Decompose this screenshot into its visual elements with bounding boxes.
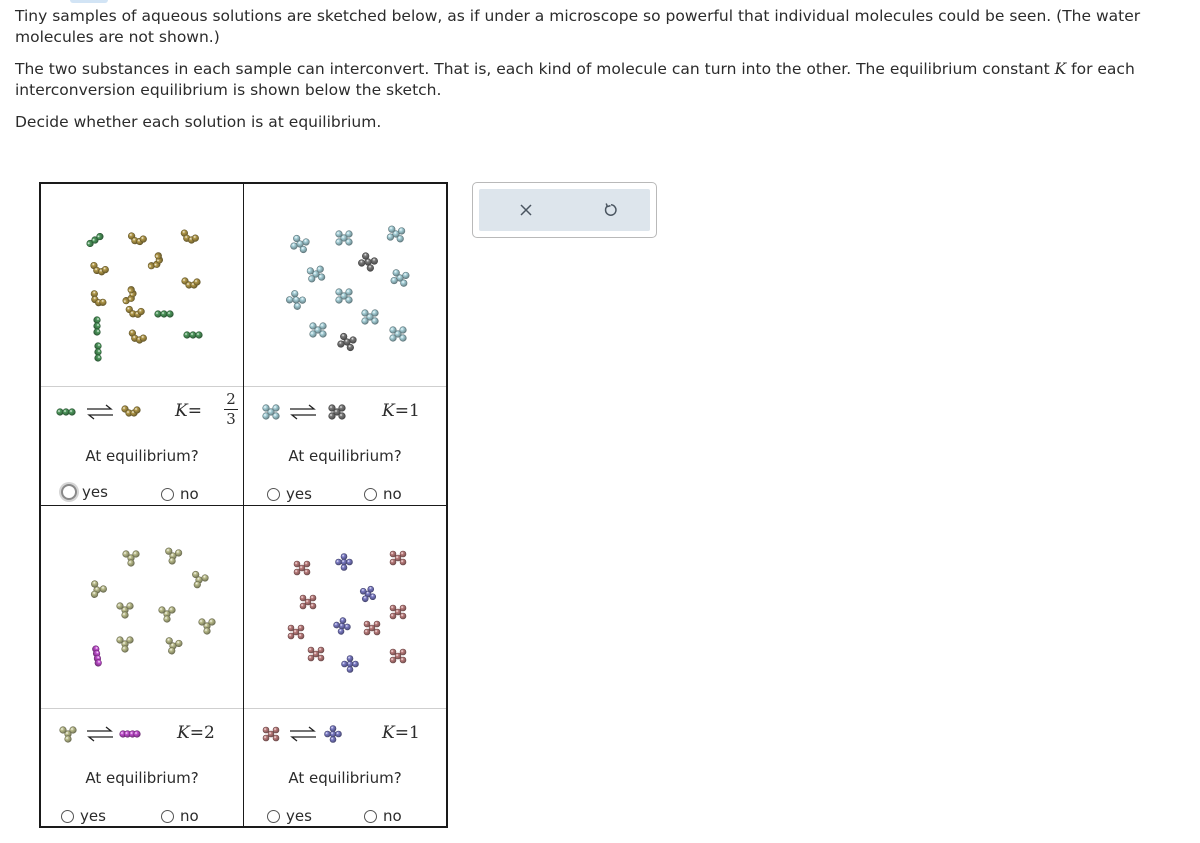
molecule [387, 225, 406, 242]
molecule [127, 329, 148, 345]
k-label: K [177, 723, 190, 743]
molecule [155, 311, 174, 318]
radio-yes-sample-4[interactable] [267, 807, 312, 825]
reactant-molecule-icon [258, 722, 284, 746]
molecule [336, 289, 353, 304]
molecule [364, 621, 380, 635]
intro-paragraph-2 [15, 59, 1183, 100]
k-equals: = [189, 723, 204, 743]
radio-circle[interactable] [161, 810, 174, 823]
molecule [95, 343, 102, 362]
molecule [285, 289, 307, 311]
molecule [159, 607, 176, 623]
k-denominator: 3 [226, 410, 236, 428]
k-expression [177, 723, 215, 743]
intro-p2-start: The two substances in each sample can interconvert. That is, each kind of molecule can turn into the other. The equilibrium constant [15, 60, 1055, 78]
molecule [362, 310, 379, 325]
molecule [390, 605, 406, 619]
radio-yes-sample-3[interactable] [61, 807, 106, 825]
radio-yes-sample-1[interactable] [61, 483, 108, 501]
k-expression [382, 723, 420, 743]
molecule [310, 323, 327, 338]
molecule [199, 619, 216, 635]
product-molecule-icon [117, 723, 143, 745]
molecule [123, 551, 140, 567]
radio-circle[interactable] [267, 810, 280, 823]
k-equals: = [394, 723, 409, 743]
molecule [127, 232, 147, 246]
molecule [94, 317, 101, 336]
radio-circle[interactable] [61, 484, 77, 500]
molecule [263, 727, 279, 741]
molecule [390, 269, 410, 287]
equilibrium-question: At equilibrium? [85, 447, 199, 465]
radio-label: no [383, 485, 402, 503]
k-value: 2 [203, 723, 215, 743]
molecule [329, 405, 346, 420]
molecule [120, 731, 141, 738]
sample-sketch-2 [244, 184, 446, 386]
radio-no-sample-3[interactable] [161, 807, 199, 825]
sample-cell-2 [244, 184, 446, 505]
molecule [57, 409, 76, 416]
k-label: K [382, 401, 395, 421]
radio-label: no [383, 807, 402, 825]
sample-cell-3 [41, 506, 243, 827]
k-expression [382, 401, 420, 421]
k-equals: = [187, 401, 202, 421]
k-symbol: K [1054, 60, 1067, 78]
answer-toolbar [472, 182, 657, 238]
reactant-molecule-icon [55, 723, 81, 745]
reset-button[interactable] [599, 198, 623, 222]
radio-circle[interactable] [61, 810, 74, 823]
k-label: K [175, 401, 188, 421]
radio-circle[interactable] [267, 488, 280, 501]
equilibrium-question: At equilibrium? [85, 769, 199, 787]
radio-label: yes [286, 485, 312, 503]
radio-circle[interactable] [161, 488, 174, 501]
molecule [184, 332, 203, 339]
molecule [336, 554, 353, 571]
sample-sketch-3 [41, 506, 243, 708]
molecule [290, 234, 311, 253]
molecule [188, 570, 209, 590]
molecule [122, 406, 141, 417]
molecule [356, 582, 379, 605]
molecule [117, 637, 134, 653]
k-expression [175, 401, 202, 421]
k-value: 1 [408, 401, 420, 421]
molecule [288, 625, 304, 639]
molecule [87, 289, 108, 309]
intro-paragraph-1: Tiny samples of aqueous solutions are sketched below, as if under a microscope so powerful that individual molecules could be seen. (The water molecules are not shown.) [15, 7, 1141, 46]
molecule [117, 603, 134, 619]
k-numerator: 2 [226, 390, 236, 408]
intro-p2-end: for each interconversion equilibrium is shown below the sketch. [15, 60, 1135, 99]
radio-no-sample-4[interactable] [364, 807, 402, 825]
sample-sketch-4 [244, 506, 446, 708]
molecule [163, 547, 182, 565]
intro-paragraph-3: Decide whether each solution is at equilibrium. [15, 113, 382, 131]
molecule [147, 251, 165, 272]
molecule [89, 262, 110, 277]
molecule [179, 229, 200, 245]
product-molecule-icon [119, 401, 143, 423]
radio-label: yes [286, 807, 312, 825]
molecule [300, 595, 316, 609]
molecule [336, 231, 353, 246]
molecule [294, 561, 310, 575]
equilibrium-question: At equilibrium? [288, 447, 402, 465]
radio-label: yes [82, 483, 108, 501]
radio-label: no [180, 807, 199, 825]
molecule [92, 645, 102, 666]
product-molecule-icon [320, 722, 346, 746]
molecule [332, 616, 352, 636]
molecule [125, 306, 144, 318]
k-label: K [382, 723, 395, 743]
radio-yes-sample-2[interactable] [267, 485, 312, 503]
equilibrium-row-2 [244, 387, 446, 439]
equilibrium-arrows-icon [85, 401, 115, 423]
molecule [337, 332, 358, 351]
radio-circle[interactable] [364, 488, 377, 501]
radio-no-sample-2[interactable] [364, 485, 402, 503]
molecule [122, 285, 138, 306]
molecule [263, 405, 280, 420]
equilibrium-question: At equilibrium? [288, 769, 402, 787]
radio-circle[interactable] [364, 810, 377, 823]
reactant-molecule-icon [256, 401, 286, 423]
close-x-icon [519, 203, 533, 217]
sample-sketch-1 [41, 184, 243, 386]
sample-cell-1 [41, 184, 243, 505]
molecule [86, 580, 108, 602]
instructions [15, 6, 1183, 145]
molecule [163, 637, 183, 656]
toolbar-inner [479, 189, 650, 231]
undo-icon [603, 202, 619, 218]
molecule [85, 232, 104, 248]
molecule [390, 649, 406, 663]
molecule [357, 252, 379, 273]
k-equals: = [394, 401, 409, 421]
equilibrium-arrows-icon [85, 723, 115, 745]
molecule [390, 551, 406, 565]
radio-label: yes [80, 807, 106, 825]
molecule [325, 726, 342, 743]
radio-no-sample-1[interactable] [161, 485, 199, 503]
product-molecule-icon [322, 401, 352, 423]
clear-button[interactable] [514, 198, 538, 222]
sample-cell-4 [244, 506, 446, 827]
top-tab-indicator [70, 0, 108, 3]
molecule [390, 327, 407, 342]
molecule [308, 647, 324, 661]
molecule [60, 727, 77, 743]
equilibrium-row-3 [41, 709, 243, 761]
equilibrium-arrows-icon [288, 723, 318, 745]
reactant-molecule-icon [51, 401, 81, 423]
molecule [342, 656, 359, 673]
k-fraction [224, 391, 238, 428]
k-value: 1 [408, 723, 420, 743]
radio-label: no [180, 485, 199, 503]
molecule [307, 265, 326, 282]
samples-grid [39, 182, 448, 828]
molecule [182, 278, 201, 289]
equilibrium-row-1 [41, 387, 243, 439]
equilibrium-row-4 [244, 709, 446, 761]
equilibrium-arrows-icon [288, 401, 318, 423]
